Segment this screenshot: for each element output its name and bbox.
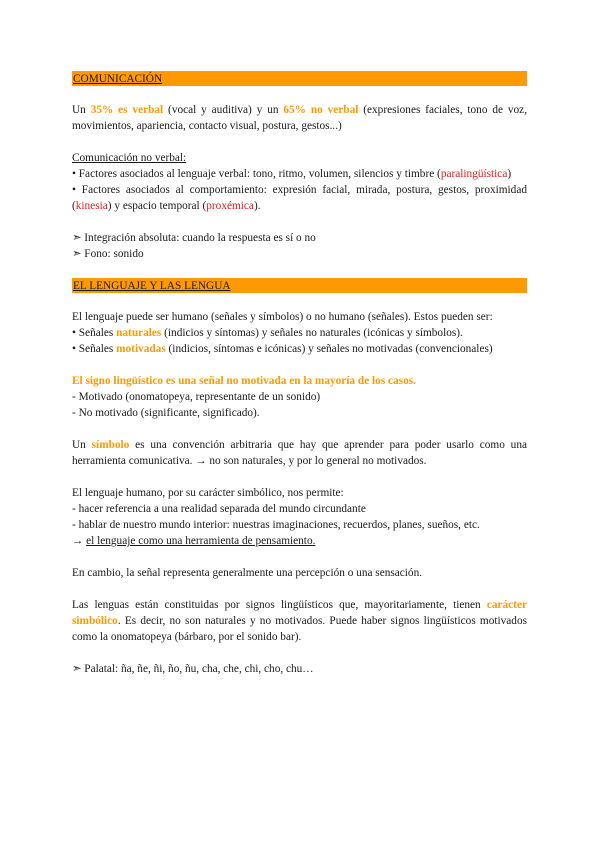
paragraph-lenguas xyxy=(72,597,527,645)
text: Un xyxy=(72,104,91,116)
text: • Señales xyxy=(72,343,117,355)
paragraph-verbal-no-verbal xyxy=(72,102,527,134)
signo-title: El signo lingüístico es una señal no motivada en la mayoría de los casos. xyxy=(72,375,416,387)
term-proxemica: proxémica xyxy=(206,200,254,212)
text: (indicios y síntomas) y señales no naturales (icónicas y símbolos). xyxy=(161,327,463,339)
subtitle-no-verbal: Comunicación no verbal: xyxy=(72,152,187,164)
highlight-no-verbal: 65% no verbal xyxy=(283,104,359,116)
arrow-list-1 xyxy=(72,230,527,262)
paragraph-lenguaje-intro xyxy=(72,309,527,357)
text-lh1: El lenguaje humano, por su carácter simbólico, nos permite: xyxy=(72,487,344,499)
text: Las lenguas están constituidas por signos lingüísticos que, mayoritariamente, tienen xyxy=(72,599,487,611)
heading-comunicacion: COMUNICACIÓN xyxy=(72,71,527,86)
paragraph-signo xyxy=(72,373,527,421)
text-lh2: - hacer referencia a una realidad separada del mundo circundante xyxy=(72,503,366,515)
text-pensamiento: el lenguaje como una herramienta de pensamiento. xyxy=(86,535,316,547)
term-kinesia: kinesia xyxy=(75,200,108,212)
text: Un xyxy=(72,439,92,451)
document-content xyxy=(72,71,527,693)
highlight-naturales: naturales xyxy=(116,327,162,339)
text: (indicios, síntomas e icónicas) y señales no motivadas (convencionales) xyxy=(165,343,493,355)
text: es una convención arbitraria que hay que aprender para poder usarlo como una herramienta comunicativa. → no son naturales, y por lo general no motivados. xyxy=(72,439,527,467)
highlight-verbal: 35% es verbal xyxy=(90,104,164,116)
paragraph-simbolo xyxy=(72,437,527,469)
item-no-motivado: - No motivado (significante, significado). xyxy=(72,407,260,419)
paragraph-lenguaje-humano xyxy=(72,485,527,549)
text-lh3: - hablar de nuestro mundo interior: nuestras imaginaciones, recuerdos, planes, sueños, etc. xyxy=(72,519,480,531)
text: . Es decir, no son naturales y no motivados. Puede haber signos lingüísticos motivados como la onomatopeya (bárbaro, por el sonido bar). xyxy=(72,615,527,643)
text: • Factores asociados al lenguaje verbal: tono, ritmo, volumen, silencios y timbre ( xyxy=(72,168,441,180)
arrow-item-integracion: ➣ Integración absoluta: cuando la respuesta es sí o no xyxy=(72,232,316,244)
highlight-simbolo: símbolo xyxy=(91,439,130,451)
text: ) xyxy=(507,168,512,180)
text-lh4 xyxy=(72,533,527,549)
bullet-behavior-factors xyxy=(72,182,527,214)
text: ) y espacio temporal ( xyxy=(107,200,207,212)
text: (expresiones faciales, tono de voz, movimientos, apariencia, contacto visual, postura, gestos...) xyxy=(72,104,528,132)
paragraph-senal: En cambio, la señal representa generalmente una percepción o una sensación. xyxy=(72,567,423,579)
term-paralinguistica: paralingüística xyxy=(440,168,508,180)
bullet-verbal-factors xyxy=(72,166,527,182)
text: • Factores asociados al comportamiento: expresión facial, mirada, postura, gestos, proximidad ( xyxy=(72,184,527,212)
text: (vocal y auditiva) y un xyxy=(163,104,284,116)
text: ). xyxy=(253,200,261,212)
arrow-item-palatal: ➣ Palatal: ña, ñe, ñi, ño, ñu, cha, che, chi, cho, chu… xyxy=(72,663,314,675)
highlight-motivadas: motivadas xyxy=(116,343,166,355)
text-intro: El lenguaje puede ser humano (señales y símbolos) o no humano (señales). Estos pueden ser: xyxy=(72,311,493,323)
item-motivado: - Motivado (onomatopeya, representante de un sonido) xyxy=(72,391,321,403)
text: • Señales xyxy=(72,327,117,339)
arrow: → xyxy=(72,535,87,547)
bullet-naturales xyxy=(72,325,527,341)
highlight-caracter-simbolico: carácter simbólico xyxy=(72,599,527,627)
heading-lenguaje: EL LENGUAJE Y LAS LENGUA xyxy=(72,278,527,293)
section-no-verbal xyxy=(72,150,527,214)
arrow-item-fono: ➣ Fono: sonido xyxy=(72,248,144,260)
bullet-motivadas xyxy=(72,341,527,357)
